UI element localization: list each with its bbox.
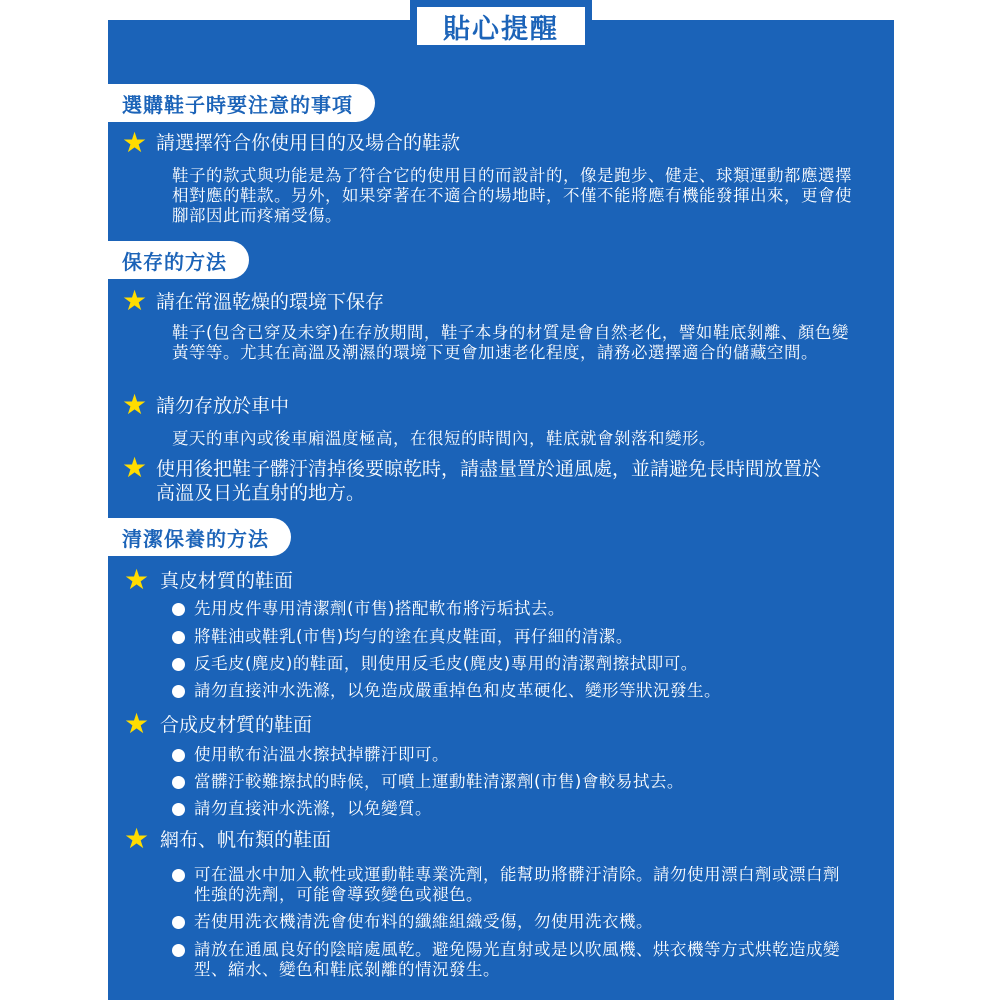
item-heading: 使用後把鞋子髒汙清掉後要晾乾時，請盡量置於通風處，並請避免長時間放置於高溫及日光直射的地方。: [156, 458, 822, 504]
bullet-dot: [172, 631, 185, 644]
bullet-dot: [172, 944, 185, 957]
star-icon: ★: [124, 707, 150, 740]
item-heading: 網布、帆布類的鞋面: [160, 829, 332, 851]
bullet-dot: [172, 869, 185, 882]
page-title: 貼心提醒: [415, 5, 587, 47]
bullet-dot: [172, 603, 185, 616]
bullet-dot: [172, 749, 185, 762]
item-paragraph: 夏天的車內或後車廂溫度極高，在很短的時間內，鞋底就會剝落和變形。: [172, 429, 716, 448]
item-heading: 合成皮材質的鞋面: [160, 714, 313, 736]
bullet-dot: [172, 916, 185, 929]
title-box: [410, 0, 592, 52]
list-item-text: 若使用洗衣機清洗會使布料的纖維組織受傷，勿使用洗衣機。: [194, 912, 653, 931]
list-item-text: 反毛皮(麂皮)的鞋面，則使用反毛皮(麂皮)專用的清潔劑擦拭即可。: [194, 654, 698, 673]
item-heading: 真皮材質的鞋面: [160, 570, 294, 592]
list-item-text: 將鞋油或鞋乳(市售)均勻的塗在真皮鞋面，再仔細的清潔。: [194, 627, 633, 646]
list-item-text: 請放在通風良好的陰暗處風乾。避免陽光直射或是以吹風機、烘衣機等方式烘乾造成變型、縮水、變色和鞋底剝離的情況發生。: [194, 940, 840, 979]
list-item-text: 請勿直接沖水洗滌，以免變質。: [194, 799, 432, 818]
section-label-shoe-selection: 選購鞋子時要注意的事項: [108, 84, 375, 122]
section-label-storage: 保存的方法: [108, 241, 249, 279]
bullet-dot: [172, 658, 185, 671]
item-heading: 請選擇符合你使用目的及場合的鞋款: [156, 132, 461, 154]
list-item-text: 當髒汙較難擦拭的時候，可噴上運動鞋清潔劑(市售)會較易拭去。: [194, 772, 684, 791]
star-icon: ★: [122, 126, 148, 159]
item-paragraph: 鞋子的款式與功能是為了符合它的使用目的而設計的，像是跑步、健走、球類運動都應選擇相對應的鞋款。另外，如果穿著在不適合的場地時，不僅不能將應有機能發揮出來，更會使腳部因此而疼痛受傷。: [172, 166, 852, 225]
star-icon: ★: [122, 388, 148, 421]
list-item-text: 先用皮件專用清潔劑(市售)搭配軟布將污垢拭去。: [194, 599, 565, 618]
star-icon: ★: [122, 451, 148, 484]
bullet-dot: [172, 803, 185, 816]
list-item-text: 可在溫水中加入軟性或運動鞋專業洗劑，能幫助將髒汙清除。請勿使用漂白劑或漂白劑性強的洗劑，可能會導致變色或褪色。: [194, 865, 840, 904]
item-paragraph: 鞋子(包含已穿及未穿)在存放期間，鞋子本身的材質是會自然老化，譬如鞋底剝離、顏色變黃等等。尤其在高溫及潮濕的環境下更會加速老化程度，請務必選擇適合的儲藏空間。: [172, 323, 849, 362]
bullet-dot: [172, 776, 185, 789]
list-item-text: 使用軟布沾溫水擦拭掉髒汙即可。: [194, 745, 449, 764]
item-heading: 請勿存放於車中: [156, 395, 290, 417]
item-heading: 請在常溫乾燥的環境下保存: [156, 291, 385, 313]
star-icon: ★: [124, 822, 150, 855]
star-icon: ★: [122, 284, 148, 317]
bullet-dot: [172, 685, 185, 698]
star-icon: ★: [124, 563, 150, 596]
section-label-cleaning: 清潔保養的方法: [108, 518, 291, 556]
list-item-text: 請勿直接沖水洗滌，以免造成嚴重掉色和皮革硬化、變形等狀況發生。: [194, 681, 721, 700]
